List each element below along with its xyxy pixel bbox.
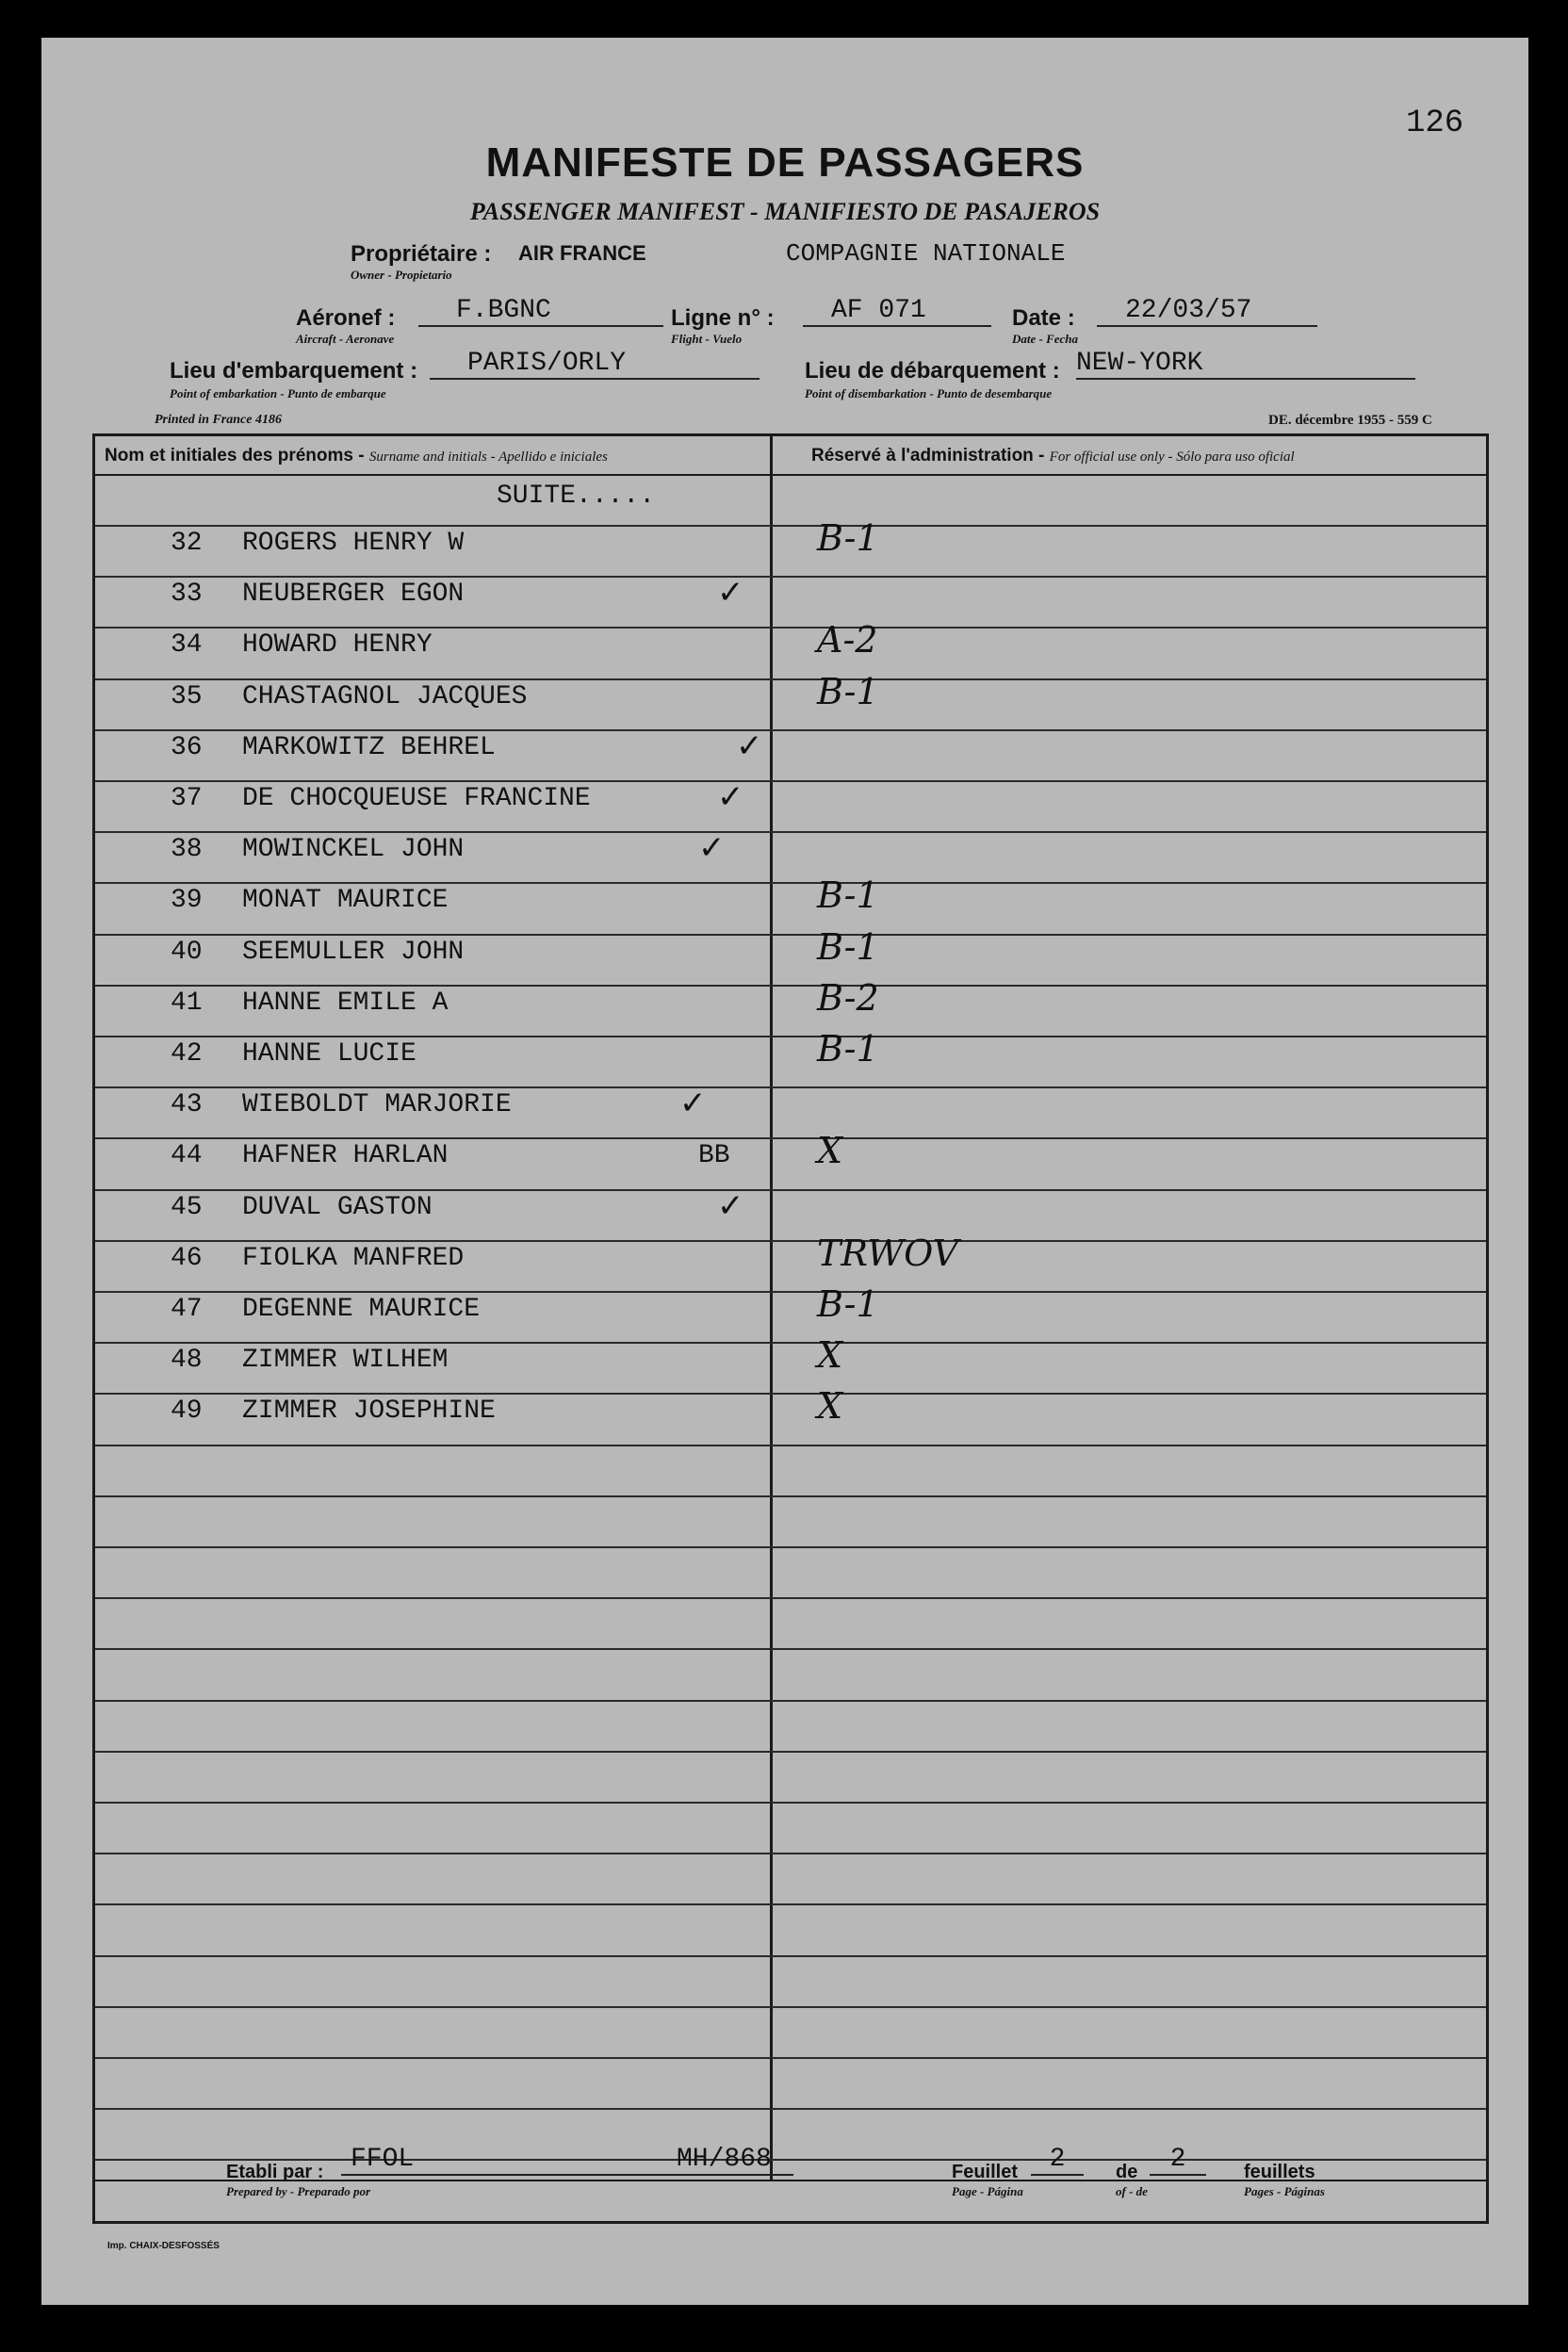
ruled-line: [95, 2057, 1486, 2059]
ruled-line: [95, 678, 1486, 680]
ruled-line: [95, 780, 1486, 782]
passenger-number: 45: [171, 1193, 203, 1222]
pages-sub: Pages - Páginas: [1244, 2184, 1325, 2198]
ruled-line: [95, 1546, 1486, 1548]
passenger-row: [171, 1396, 496, 1426]
checkmark-icon: ✓: [679, 1085, 707, 1122]
official-mark: B-1: [817, 517, 879, 559]
passenger-row: [171, 630, 433, 660]
passenger-table: [92, 433, 1489, 2224]
ruled-line: [95, 1036, 1486, 1037]
passenger-name: HANNE EMILE A: [242, 988, 449, 1018]
checkmark-icon: ✓: [717, 574, 744, 612]
ruled-line: [95, 1086, 1486, 1088]
owner-label: Propriétaire :: [351, 241, 492, 267]
column-header-names-sub: Surname and initials - Apellido e iniciales: [368, 449, 608, 465]
column-divider: [770, 436, 773, 2180]
passenger-name: DEGENNE MAURICE: [242, 1295, 481, 1324]
ruled-line: [95, 576, 1486, 578]
embarkation-sub: Point of embarkation - Punto de embarque: [170, 386, 386, 400]
passenger-name: CHASTAGNOL JACQUES: [242, 682, 528, 711]
passenger-number: 46: [171, 1244, 203, 1273]
passenger-row: [171, 1295, 480, 1324]
passenger-name: ZIMMER WILHEM: [242, 1346, 449, 1375]
column-header-official: [811, 446, 1295, 466]
passenger-row: [171, 1244, 464, 1273]
manifest-sheet: [41, 38, 1528, 2305]
checkmark-icon: ✓: [717, 778, 744, 816]
passenger-name: DE CHOCQUEUSE FRANCINE: [242, 784, 591, 813]
reference-number: MH/868: [677, 2145, 772, 2174]
of-value: 2: [1150, 2145, 1206, 2176]
flight-value: AF 071: [803, 296, 991, 327]
owner-value: AIR FRANCE: [518, 241, 646, 265]
date-value: 22/03/57: [1097, 296, 1317, 327]
continuation-label: SUITE.....: [497, 482, 656, 511]
ruled-line: [95, 1597, 1486, 1599]
ruled-line: [95, 1648, 1486, 1650]
passenger-name: DUVAL GASTON: [242, 1193, 433, 1222]
ruled-line: [95, 1445, 1486, 1446]
ruled-line: [95, 1955, 1486, 1957]
column-header-names-main: Nom et initiales des prénoms -: [105, 446, 365, 466]
passenger-row: [171, 1346, 448, 1375]
passenger-name: HOWARD HENRY: [242, 630, 433, 660]
printed-in: Printed in France 4186: [155, 413, 282, 427]
official-mark: B-1: [817, 874, 879, 916]
ruled-line: [95, 1291, 1486, 1293]
official-mark: B-1: [817, 671, 879, 712]
document-title: MANIFESTE DE PASSAGERS: [485, 139, 1085, 186]
passenger-row: [171, 1039, 416, 1069]
pages-label: feuillets: [1244, 2162, 1315, 2182]
checkmark-icon: ✓: [736, 727, 763, 765]
ruled-line: [95, 1189, 1486, 1191]
disembarkation-label: Lieu de débarquement :: [805, 358, 1060, 384]
passenger-name: SEEMULLER JOHN: [242, 938, 465, 967]
prepared-sub: Prepared by - Preparado por: [226, 2184, 371, 2198]
official-mark: X: [817, 1385, 843, 1427]
passenger-name: MARKOWITZ BEHREL: [242, 733, 496, 762]
prepared-label: Etabli par :: [226, 2162, 324, 2182]
official-mark: B-1: [817, 1283, 879, 1325]
disembarkation-value: NEW-YORK: [1076, 349, 1415, 380]
official-mark: B-1: [817, 1028, 879, 1070]
date-label: Date :: [1012, 305, 1075, 331]
column-header-official-sub: For official use only - Sólo para uso oficial: [1049, 449, 1295, 465]
header-rule: [95, 474, 1486, 476]
passenger-name: ROGERS HENRY W: [242, 529, 465, 558]
passenger-name: WIEBOLDT MARJORIE: [242, 1090, 512, 1119]
page-value: 2: [1031, 2145, 1084, 2176]
official-mark: TRWOV: [817, 1233, 959, 1274]
passenger-row: [171, 938, 464, 967]
column-header-official-main: Réservé à l'administration -: [811, 446, 1045, 466]
embarkation-label: Lieu d'embarquement :: [170, 358, 418, 384]
ruled-line: [95, 1853, 1486, 1854]
ruled-line: [95, 831, 1486, 833]
passenger-name: FIOLKA MANFRED: [242, 1244, 465, 1273]
passenger-name: MOWINCKEL JOHN: [242, 835, 465, 864]
aircraft-label: Aéronef :: [296, 305, 396, 331]
ruled-line: [95, 729, 1486, 731]
embarkation-value: PARIS/ORLY: [430, 349, 760, 380]
passenger-name: ZIMMER JOSEPHINE: [242, 1396, 496, 1426]
passenger-row: [171, 886, 448, 915]
flight-sub: Flight - Vuelo: [671, 332, 743, 346]
disembarkation-sub: Point of disembarkation - Punto de desembarque: [805, 386, 1053, 400]
of-label: de: [1116, 2162, 1138, 2182]
passenger-number: 39: [171, 886, 203, 915]
passenger-number: 32: [171, 529, 203, 558]
passenger-number: 41: [171, 988, 203, 1018]
passenger-number: 38: [171, 835, 203, 864]
passenger-number: 43: [171, 1090, 203, 1119]
flight-label: Ligne n° :: [671, 305, 775, 331]
page-label: Feuillet: [952, 2162, 1019, 2182]
aircraft-sub: Aircraft - Aeronave: [296, 332, 395, 346]
ruled-line: [95, 934, 1486, 936]
passenger-name: HANNE LUCIE: [242, 1039, 416, 1069]
passenger-number: 49: [171, 1396, 203, 1426]
passenger-row: [171, 529, 464, 558]
official-mark: X: [817, 1130, 843, 1171]
passenger-note: BB: [698, 1141, 730, 1170]
owner-typed: COMPAGNIE NATIONALE: [786, 239, 1066, 268]
passenger-row: [171, 682, 527, 711]
passenger-number: 36: [171, 733, 203, 762]
passenger-row: [171, 1193, 433, 1222]
passenger-row: [171, 580, 464, 609]
ruled-line: [95, 1495, 1486, 1497]
column-header-names: [105, 446, 608, 466]
passenger-name: MONAT MAURICE: [242, 886, 449, 915]
passenger-number: 44: [171, 1141, 203, 1170]
ruled-line: [95, 1700, 1486, 1702]
ruled-line: [95, 1802, 1486, 1804]
passenger-name: HAFNER HARLAN: [242, 1141, 449, 1170]
ruled-line: [95, 1903, 1486, 1905]
passenger-row: [171, 733, 496, 762]
passenger-number: 47: [171, 1295, 203, 1324]
prepared-value: FFOL: [341, 2145, 793, 2176]
printer-mark: Imp. CHAIX-DESFOSSÉS: [107, 2241, 220, 2251]
ruled-line: [95, 1240, 1486, 1242]
date-sub: Date - Fecha: [1012, 332, 1079, 346]
official-mark: X: [817, 1334, 843, 1376]
ruled-line: [95, 525, 1486, 527]
ruled-line: [95, 627, 1486, 629]
checkmark-icon: ✓: [698, 829, 726, 867]
form-code: DE. décembre 1955 - 559 C: [1268, 413, 1432, 428]
ruled-line: [95, 2006, 1486, 2008]
passenger-row: [171, 1090, 512, 1119]
ruled-line: [95, 1137, 1486, 1139]
official-mark: B-2: [817, 977, 879, 1019]
ruled-line: [95, 2108, 1486, 2110]
aircraft-value: F.BGNC: [418, 296, 663, 327]
ruled-line: [95, 985, 1486, 987]
page-sub: Page - Página: [952, 2184, 1023, 2198]
official-mark: A-2: [817, 619, 878, 661]
passenger-name: NEUBERGER EGON: [242, 580, 465, 609]
owner-sub: Owner - Propietario: [351, 268, 452, 282]
passenger-number: 37: [171, 784, 203, 813]
passenger-number: 33: [171, 580, 203, 609]
official-mark: B-1: [817, 926, 879, 968]
passenger-row: [171, 784, 591, 813]
of-sub: of - de: [1116, 2184, 1148, 2198]
ruled-line: [95, 1393, 1486, 1395]
ruled-line: [95, 882, 1486, 884]
passenger-row: [171, 835, 464, 864]
passenger-row: [171, 988, 448, 1018]
passenger-number: 42: [171, 1039, 203, 1069]
document-subtitle: PASSENGER MANIFEST - MANIFIESTO DE PASAJEROS: [469, 198, 1101, 225]
passenger-row: [171, 1141, 730, 1170]
page-number: 126: [1406, 106, 1464, 141]
passenger-number: 48: [171, 1346, 203, 1375]
passenger-number: 40: [171, 938, 203, 967]
passenger-number: 35: [171, 682, 203, 711]
passenger-number: 34: [171, 630, 203, 660]
checkmark-icon: ✓: [717, 1187, 744, 1225]
ruled-line: [95, 1342, 1486, 1344]
ruled-line: [95, 1751, 1486, 1753]
